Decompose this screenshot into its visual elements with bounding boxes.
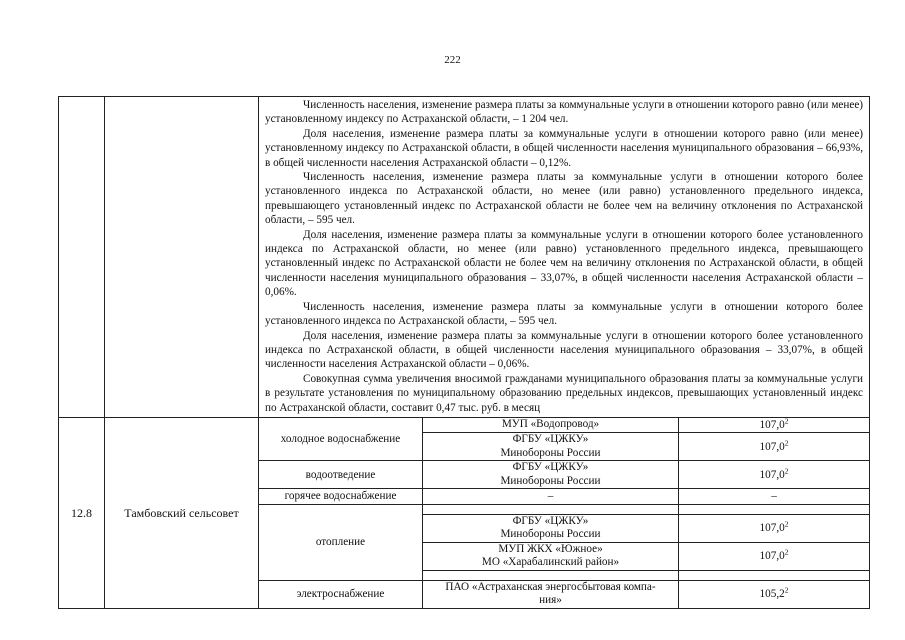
tariff-value: 105,2$^2$ — [679, 580, 870, 608]
tariff-value: 107,0$^2$ — [679, 514, 870, 542]
org-fgbu: ФГБУ «ЦЖКУ» Минобороны России — [423, 514, 679, 542]
empty-cell — [423, 570, 679, 580]
population-text-cell — [259, 97, 870, 418]
entry-name: Тамбовский сельсовет — [105, 417, 259, 608]
service-sewerage: водоотведение — [259, 461, 423, 489]
empty-cell — [679, 570, 870, 580]
tariff-value: 107,0$^2$ — [679, 542, 870, 570]
empty-number-cell — [59, 97, 105, 418]
tariff-value: 107,0$^2$ — [679, 417, 870, 432]
service-electricity: электроснабжение — [259, 580, 423, 608]
paragraph: Доля населения, изменение размера платы за коммунальные услуги в отношении которого равно (или менее) установленному индексу по Астраханской области, в общей численности населения муниципального образования – 66,93%, в общей численности населения Астраханской области – 0,12%. — [265, 127, 864, 169]
paragraph: Численность населения, изменение размера платы за коммунальные услуги в отношении которого более установленного индекса по Астраханской области, – 595 чел. — [265, 300, 864, 328]
tariff-value: 107,0$^2$ — [679, 461, 870, 489]
org-fgbu: ФГБУ «ЦЖКУ» Минобороны России — [423, 433, 679, 461]
service-hot-water: горячее водоснабжение — [259, 489, 423, 504]
empty-name-cell — [105, 97, 259, 418]
service-cold-water: холодное водоснабжение — [259, 417, 423, 460]
empty-cell — [679, 504, 870, 514]
entry-number: 12.8 — [59, 417, 105, 608]
service-heating: отопление — [259, 504, 423, 580]
tariff-value-none: – — [679, 489, 870, 504]
paragraph: Доля населения, изменение размера платы за коммунальные услуги в отношении которого более установленного индекса по Астраханской области, в общей численности населения муниципального образования – 33,07%, в общей численности населения Астраханской области – 0,06%. — [265, 329, 864, 371]
paragraph: Совокупная сумма увеличения вносимой гражданами муниципального образования платы за коммунальные услуги в результате установления по муниципальному образованию предельных индексов, превышающих установленный индекс по Астраханской области, составит 0,47 тыс. руб. в месяц — [265, 372, 864, 414]
paragraph: Численность населения, изменение размера платы за коммунальные услуги в отношении которого более установленного индекса по Астраханской области, но менее (или равно) установленного предельного индекса, превышающего установленный индекс по Астраханской области не более чем на величину отклонения по Астраханской области, – 595 чел. — [265, 171, 864, 227]
table-row — [59, 417, 870, 432]
text-row — [59, 97, 870, 418]
org-none: – — [423, 489, 679, 504]
empty-cell — [423, 504, 679, 514]
org-fgbu: ФГБУ «ЦЖКУ» Минобороны России — [423, 461, 679, 489]
paragraph: Численность населения, изменение размера платы за коммунальные услуги в отношении которого равно (или менее) установленному индексу по Астраханской области, – 1 204 чел. — [265, 99, 864, 126]
org-pao: ПАО «Астраханская энергосбытовая компа- ния» — [423, 580, 679, 608]
org-mup-yuzhnoe: МУП ЖКХ «Южное» МО «Харабалинский район» — [423, 542, 679, 570]
page-number: 222 — [444, 54, 461, 66]
paragraph: Доля населения, изменение размера платы за коммунальные услуги в отношении которого более установленного индекса по Астраханской области, но менее (или равно) установленного предельного индекса, превышающего установленный индекс по Астраханской области не более чем на величину отклонения по Астраханской области, в общей численности населения муниципального образования – 33,07%, в общей численности населения Астраханской области – 0,06%. — [265, 228, 864, 299]
tariff-value: 107,0$^2$ — [679, 433, 870, 461]
org-vodoprovod: МУП «Водопровод» — [423, 417, 679, 432]
tariff-table — [58, 96, 870, 609]
